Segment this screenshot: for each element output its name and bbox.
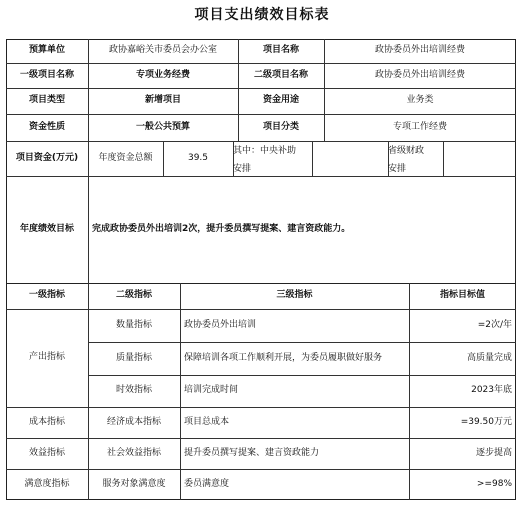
provincial-finance-line2: 安排 <box>388 163 407 174</box>
annual-goal-label: 年度绩效目标 <box>19 223 74 234</box>
level1-project-label: 一级项目名称 <box>19 69 74 80</box>
central-subsidy-label <box>233 141 312 176</box>
fund-nature-label: 资金性质 <box>28 121 65 132</box>
annual-total-label: 年度资金总额 <box>98 152 153 163</box>
quantity-indicator-desc: 政协委员外出培训 <box>184 319 257 330</box>
timeliness-indicator-label: 时效指标 <box>115 385 152 396</box>
quantity-indicator-label: 数量指标 <box>115 319 152 330</box>
economic-cost-indicator-desc: 项目总成本 <box>184 416 230 427</box>
page-title: 项目支出绩效目标表 <box>194 7 330 23</box>
header-level3-indicator: 三级指标 <box>276 290 313 301</box>
fund-nature-value: 一般公共预算 <box>135 121 190 132</box>
provincial-finance-line1: 省级财政 <box>388 146 425 157</box>
economic-cost-indicator-label: 经济成本指标 <box>106 416 161 427</box>
social-benefit-indicator-desc: 提升委员撰写提案、建言资政能力 <box>184 447 320 458</box>
service-satisfaction-indicator-target: >=98% <box>476 478 512 489</box>
economic-cost-indicator-target: =39.50万元 <box>460 416 512 427</box>
unit-value: 政协嘉峪关市委员会办公室 <box>108 45 217 56</box>
fund-usage-label: 资金用途 <box>262 95 299 106</box>
quality-indicator-target: 高质量完成 <box>466 352 512 363</box>
project-funds-label: 项目资金(万元) <box>15 152 79 163</box>
cost-indicator-label: 成本指标 <box>28 416 65 427</box>
provincial-finance-label <box>388 141 443 176</box>
provincial-finance-value <box>443 141 516 176</box>
unit-label: 预算单位 <box>28 45 65 56</box>
central-subsidy-value <box>312 141 388 176</box>
level1-project-value: 专项业务经费 <box>135 69 190 80</box>
quantity-indicator-target: =2次/年 <box>477 319 512 330</box>
header-level2-indicator: 二级指标 <box>115 290 152 301</box>
annual-goal-value: 完成政协委员外出培训2次，提升委员撰写提案、建言资政能力。 <box>92 223 351 234</box>
project-type-value: 新增项目 <box>144 95 181 106</box>
benefit-indicator-label: 效益指标 <box>28 447 65 458</box>
timeliness-indicator-target: 2023年底 <box>471 385 512 396</box>
service-satisfaction-indicator-desc: 委员满意度 <box>184 478 230 489</box>
project-category-label: 项目分类 <box>262 121 299 132</box>
quality-indicator-desc: 保障培训各项工作顺利开展，为委员履职做好服务 <box>184 352 383 363</box>
satisfaction-indicator-label: 满意度指标 <box>24 478 70 489</box>
timeliness-indicator-desc: 培训完成时间 <box>184 385 239 396</box>
service-satisfaction-indicator-label: 服务对象满意度 <box>102 478 166 489</box>
project-category-value: 专项工作经费 <box>392 121 447 132</box>
social-benefit-indicator-target: 逐步提高 <box>475 447 512 458</box>
level2-project-value: 政协委员外出培训经费 <box>374 69 465 80</box>
output-indicator-label: 产出指标 <box>28 352 65 363</box>
annual-total-value: 39.5 <box>187 152 209 163</box>
level2-project-label: 二级项目名称 <box>253 69 308 80</box>
header-target-value: 指标目标值 <box>439 290 485 301</box>
social-benefit-indicator-label: 社会效益指标 <box>106 447 161 458</box>
project-type-label: 项目类型 <box>28 95 65 106</box>
central-subsidy-line1: 其中：中央补助 <box>233 146 297 157</box>
project-name-label: 项目名称 <box>262 45 299 56</box>
fund-usage-value: 业务类 <box>406 95 434 106</box>
quality-indicator-label: 质量指标 <box>115 352 152 363</box>
central-subsidy-line2: 安排 <box>233 163 252 174</box>
project-name-value: 政协委员外出培训经费 <box>374 45 465 56</box>
header-level1-indicator: 一级指标 <box>28 290 65 301</box>
